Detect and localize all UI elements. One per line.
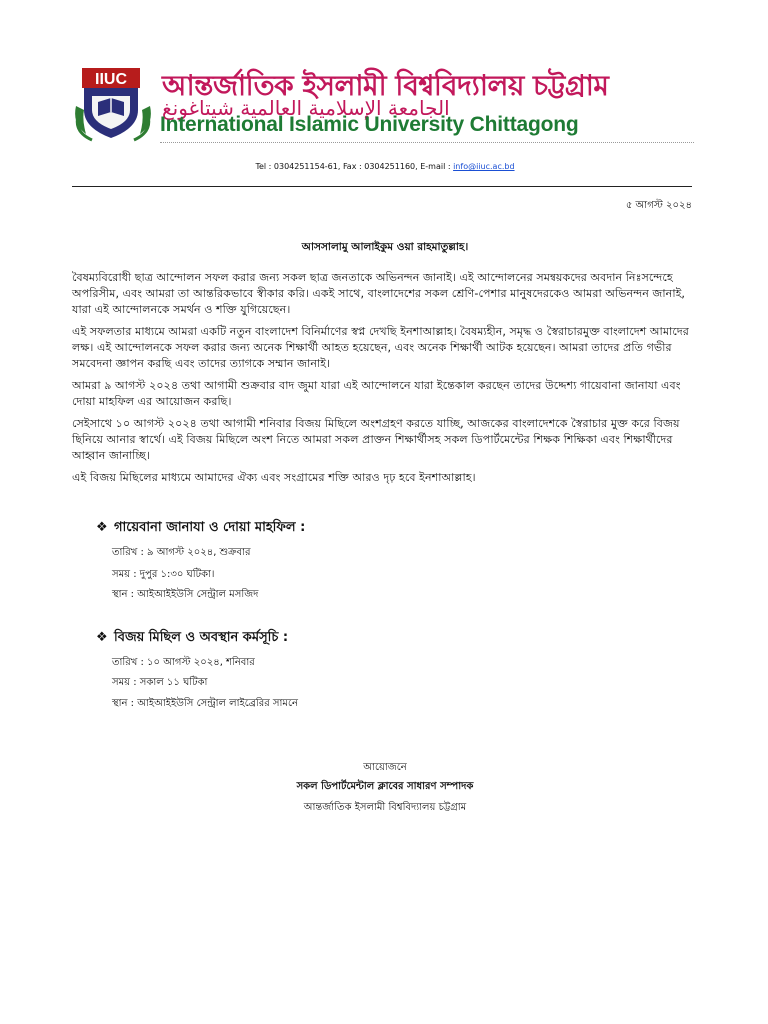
event-time: সময় : সকাল ১১ ঘটিকা (112, 677, 208, 688)
event-heading-rally (96, 628, 288, 649)
contact-info (70, 162, 700, 171)
event-time: সময় : দুপুর ১:৩০ ঘটিকা। (112, 569, 215, 580)
university-name-english: International Islamic University Chittagong (160, 113, 579, 136)
organizer-label: আয়োজনে (363, 762, 407, 773)
diamond-bullet-icon: ❖ (96, 520, 108, 535)
letterhead-divider (160, 142, 694, 144)
contact-numbers: Tel : 0304251154-61, Fax : 0304251160, E-mail : (255, 162, 454, 171)
event-date: তারিখ : ৯ আগস্ট ২০২৪, শুক্রবার (112, 547, 251, 558)
salutation: আসসালামু আলাইকুম ওয়া রাহমাতুল্লাহ। (301, 241, 469, 253)
letter-body (72, 270, 696, 492)
logo-text: IIUC (95, 71, 127, 88)
event-title: গায়েবানা জানাযা ও দোয়া মাহফিল : (114, 520, 306, 535)
university-name-arabic: الجامعة الإسلامية العالمية شيتاغونغ (162, 96, 450, 120)
paragraph: বৈষম্যবিরোধী ছাত্র আন্দোলন সফল করার জন্য সকল ছাত্র জনতাকে অভিনন্দন জানাই। এই আন্দোলনের সমন্বয়কদের অবদান নিঃসন্দেহে অপরিসীম, এবং আমরা তা আন্তরিকভাবে স্বীকার করি। একই সাথে, বাংলাদেশের সকল শ্রেণি-পেশার মানুষদেরকেও আমরা অভিনন্দন জানাই, যারা এই আন্দোলনকে সমর্থন ও শক্তি যুগিয়েছেন। (72, 271, 685, 316)
organizer-title: সকল ডিপার্টমেন্টাল ক্লাবের সাধারণ সম্পাদক (296, 781, 474, 792)
event-heading-janaza (96, 518, 305, 539)
paragraph: এই সফলতার মাধ্যমে আমরা একটি নতুন বাংলাদেশ বিনির্মাণের স্বপ্ন দেখছি ইনশাআল্লাহ। বৈষম্যহীন, সমৃদ্ধ ও স্বৈরাচারমুক্ত বাংলাদেশ আমাদের লক্ষ। এই আন্দোলনকে সফল করার জন্য অনেক শিক্ষার্থী আহত হয়েছেন, এবং অনেক শিক্ষার্থী আটক হয়েছেন। আমরা তাদের প্রতি গভীর সমবেদনা জ্ঞাপন করছি এবং তাদের ত্যাগকে সম্মান জানাই। (72, 325, 689, 370)
event-date: তারিখ : ১০ আগস্ট ২০২৪, শনিবার (112, 657, 255, 668)
diamond-bullet-icon: ❖ (96, 630, 108, 645)
letter-date: ৫ আগস্ট ২০২৪ (625, 200, 692, 211)
event-title: বিজয় মিছিল ও অবস্থান কর্মসূচি : (114, 630, 289, 645)
email-link[interactable]: info@iiuc.ac.bd (453, 162, 515, 171)
organizer-institution: আন্তর্জাতিক ইসলামী বিশ্ববিদ্যালয় চট্টগ্রাম (303, 802, 467, 813)
event-venue: স্থান : আইআইইউসি সেন্ট্রাল মসজিদ (112, 589, 259, 600)
university-name-bangla: আন্তর্জাতিক ইসলামী বিশ্ববিদ্যালয় চট্টগ্রাম (162, 69, 609, 102)
paragraph: আমরা ৯ আগস্ট ২০২৪ তথা আগামী শুক্রবার বাদ জুমা যারা এই আন্দোলনে যারা ইন্তেকাল করছেন তাদের উদ্দেশ্য গায়েবানা জানাযা এবং দোয়া মাহফিল এর আয়োজন করছি। (72, 379, 681, 408)
university-logo (72, 66, 154, 142)
event-venue: স্থান : আইআইইউসি সেন্ট্রাল লাইব্রেরির সামনে (112, 698, 298, 709)
paragraph: এই বিজয় মিছিলের মাধ্যমে আমাদের ঐক্য এবং সংগ্রামের শক্তি আরও দৃঢ় হবে ইনশাআল্লাহ। (72, 471, 476, 484)
paragraph: সেইসাথে ১০ আগস্ট ২০২৪ তথা আগামী শনিবার বিজয় মিছিলে অংশগ্রহণ করতে যাচ্ছি, আজকের বাংলাদেশকে স্বৈরাচার মুক্ত করে বিজয় ছিনিয়ে আনার স্বার্থে। এই বিজয় মিছিলে অংশ নিতে আমরা সকল প্রাক্তন শিক্ষার্থীসহ সকল ডিপার্টমেন্টের শিক্ষক শিক্ষিকা এবং শিক্ষার্থীদের আহ্বান জানাচ্ছি। (72, 417, 680, 462)
header-rule (72, 186, 692, 187)
